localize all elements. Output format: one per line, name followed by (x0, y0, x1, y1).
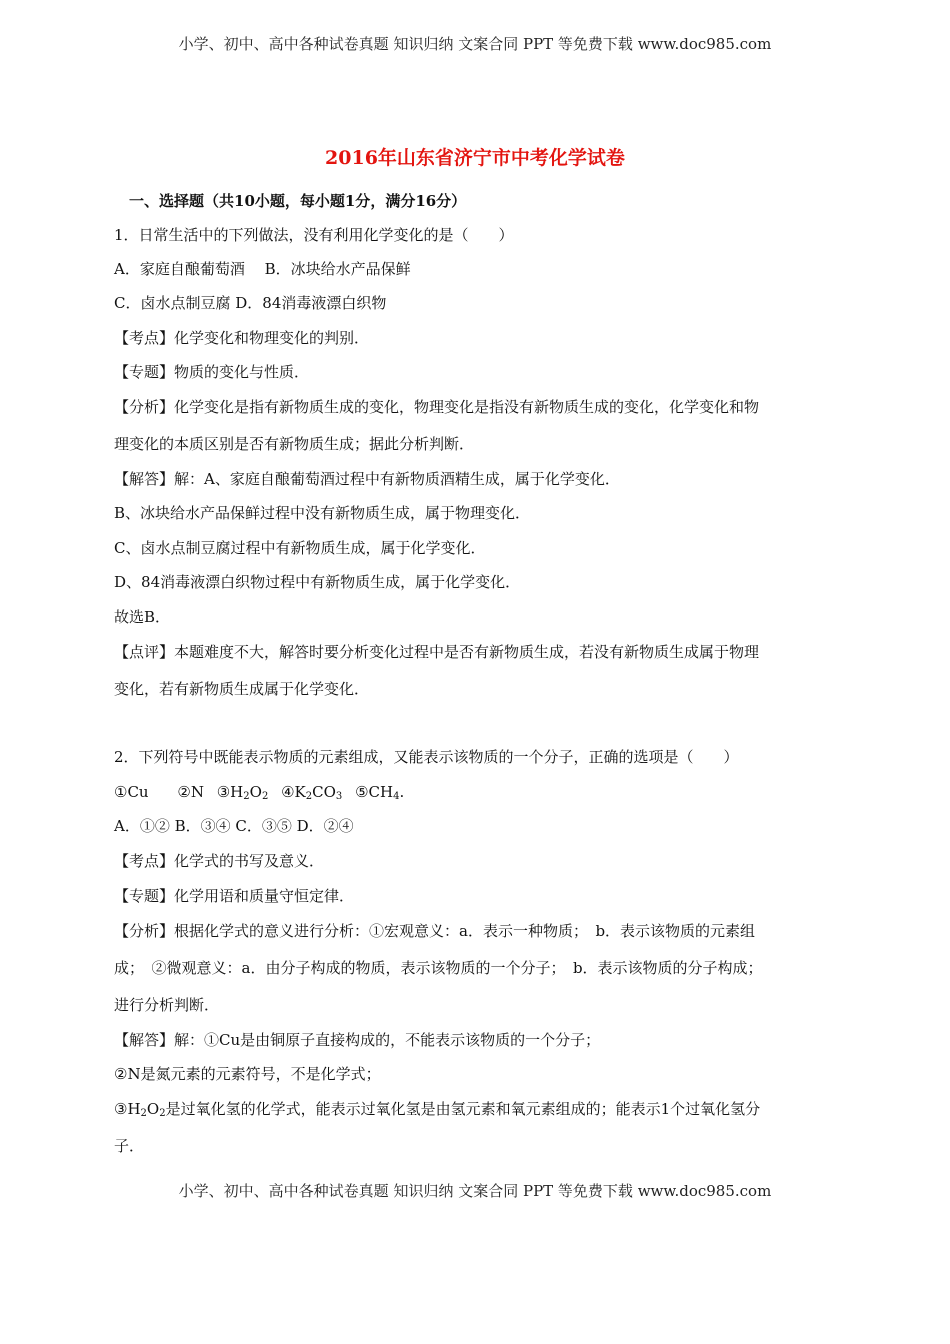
q2-jieda-2: ②N是氮元素的元素符号，不是化学式； (114, 1065, 381, 1083)
q1-kaodian: 【考点】化学变化和物理变化的判别． (114, 329, 370, 347)
q1-fenxi-2: 理变化的本质区别是否有新物质生成；据此分析判断． (114, 435, 475, 453)
symbol-3: $③H_2O_2$ (216, 783, 269, 802)
q2-fenxi-2: 成； ②微观意义：a．由分子构成的物质，表示该物质的一个分子； b．表示该物质的分子构成； (114, 959, 763, 977)
q2-symbols (114, 782, 844, 807)
q2-zhuanti: 【专题】化学用语和质量守恒定律． (114, 887, 355, 905)
q1-options-cd: C．卤水点制豆腐 D．84消毒液漂白织物 (114, 294, 387, 312)
q1-stem: 1．日常生活中的下列做法，没有利用化学变化的是（ ） (114, 226, 514, 244)
q1-jieda-3: C、卤水点制豆腐过程中有新物质生成，属于化学变化． (114, 539, 486, 557)
q2-fenxi-1: 【分析】根据化学式的意义进行分析：①宏观意义：a．表示一种物质； b．表示该物质的元素组 (114, 922, 756, 940)
symbol-1: ①Cu (114, 783, 149, 801)
q1-dianping-1: 【点评】本题难度不大，解答时要分析变化过程中是否有新物质生成，若没有新物质生成属于物理 (114, 643, 760, 661)
page-title: 2016年山东省济宁市中考化学试卷 (325, 147, 625, 169)
symbol-4: $④K_2CO_3$ (281, 783, 343, 802)
q1-fenxi-1: 【分析】化学变化是指有新物质生成的变化，物理变化是指没有新物质生成的变化，化学变化和物 (114, 398, 760, 416)
q2-jieda-3: $③H_2O_2$是过氧化氢的化学式，能表示过氧化氢是由氢元素和氧元素组成的；能表示1个过氧化氢分 (114, 1100, 761, 1119)
page-header: 小学、初中、高中各种试卷真题 知识归纳 文案合同 PPT 等免费下载 www.doc985.com (178, 35, 772, 53)
q1-jieda-2: B、冰块给水产品保鲜过程中没有新物质生成，属于物理变化． (114, 504, 531, 522)
symbol-2: ②N (177, 783, 204, 801)
q1-answer: 故选B． (114, 608, 171, 626)
q2-jieda-1: 【解答】解：①Cu是由铜原子直接构成的，不能表示该物质的一个分子； (114, 1031, 601, 1049)
q1-zhuanti: 【专题】物质的变化与性质． (114, 363, 310, 381)
section-heading: 一、选择题（共10小题，每小题1分，满分16分） (129, 192, 467, 210)
q2-kaodian: 【考点】化学式的书写及意义． (114, 852, 325, 870)
q2-options: A．①② B．③④ C．③⑤ D．②④ (114, 817, 354, 835)
q1-jieda-1: 【解答】解：A、家庭自酿葡萄酒过程中有新物质酒精生成，属于化学变化． (114, 470, 620, 488)
symbol-5: $⑤CH_4$. (355, 783, 405, 802)
q1-dianping-2: 变化，若有新物质生成属于化学变化． (114, 680, 370, 698)
page-footer: 小学、初中、高中各种试卷真题 知识归纳 文案合同 PPT 等免费下载 www.doc985.com (178, 1182, 772, 1200)
q2-stem: 2．下列符号中既能表示物质的元素组成，又能表示该物质的一个分子，正确的选项是（ ） (114, 748, 739, 766)
q2-jieda-4: 子． (114, 1137, 145, 1155)
q1-options-ab: A．家庭自酿葡萄酒 B．冰块给水产品保鲜 (114, 260, 411, 278)
q1-jieda-4: D、84消毒液漂白织物过程中有新物质生成，属于化学变化． (114, 573, 521, 591)
q2-fenxi-3: 进行分析判断． (114, 996, 220, 1014)
